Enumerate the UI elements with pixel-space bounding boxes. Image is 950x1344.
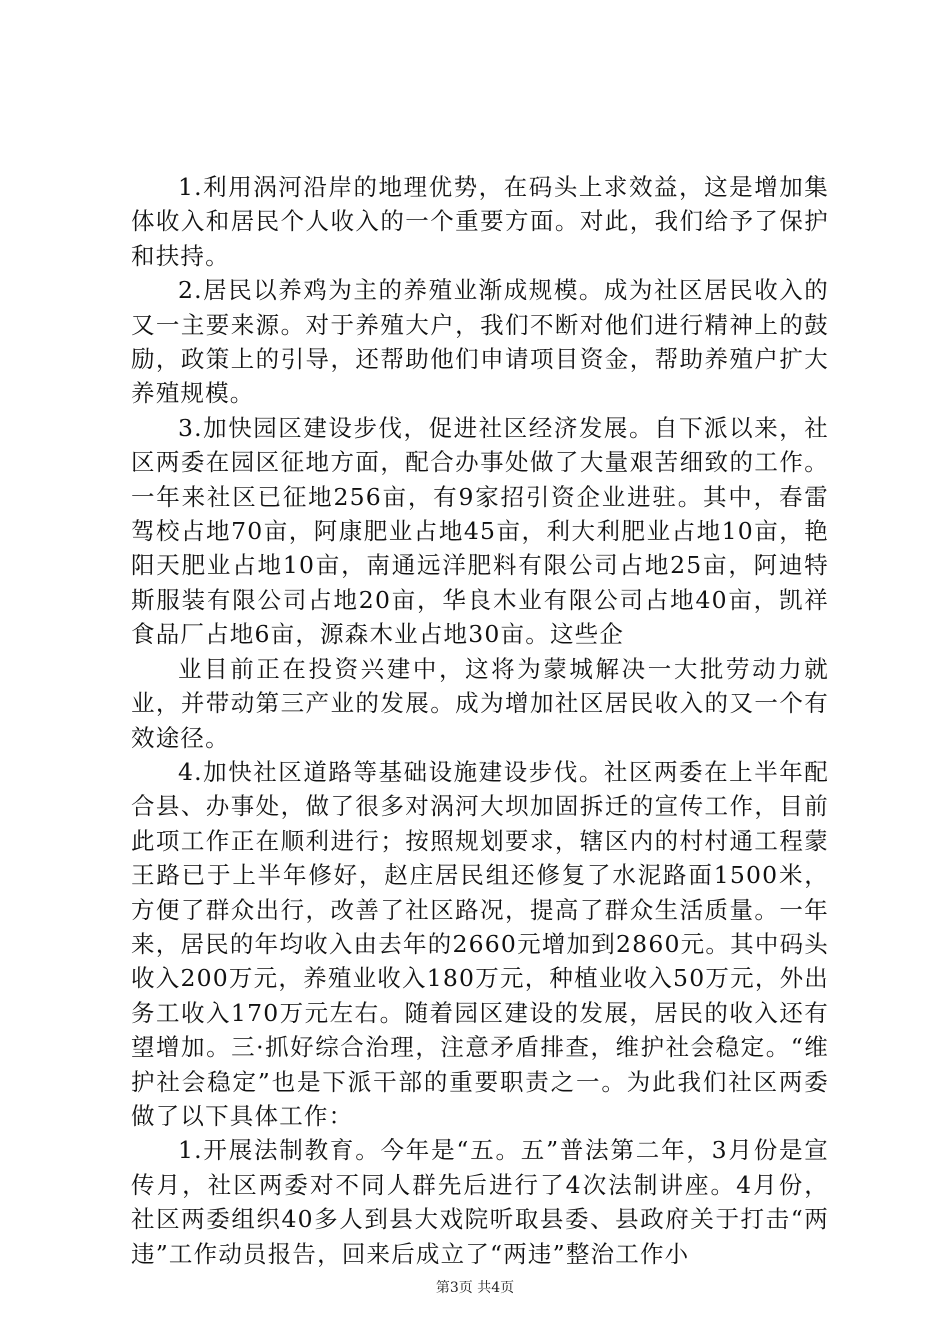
paragraph-2: 2.居民以养鸡为主的养殖业渐成规模。成为社区居民收入的又一主要来源。对于养殖大户，我们不断对他们进行精神上的鼓励，政策上的引导，还帮助他们申请项目资金，帮助养殖户扩大养殖规模。 — [131, 276, 829, 408]
page-number-footer: 第3页 共4页 — [435, 1280, 515, 1296]
document-body — [131, 170, 829, 1271]
paragraph-5: 4.加快社区道路等基础设施建设步伐。社区两委在上半年配合县、办事处，做了很多对涡河大坝加固拆迁的宣传工作，目前此项工作正在顺利进行；按照规划要求，辖区内的村村通工程蒙王路已于上半年修好，赵庄居民组还修复了水泥路面1500米，方便了群众出行，改善了社区路况，提高了群众生活质量。一年来，居民的年均收入由去年的2660元增加到2860元。其中码头收入200万元，养殖业收入180万元，种植业收入50万元，外出务工收入170万元左右。随着园区建设的发展，居民的收入还有望增加。三·抓好综合治理，注意矛盾排查，维护社会稳定。“维护社会稳定”也是下派干部的重要职责之一。为此我们社区两委做了以下具体工作： — [131, 757, 829, 1130]
paragraph-1: 1.利用涡河沿岸的地理优势，在码头上求效益，这是增加集体收入和居民个人收入的一个重要方面。对此，我们给予了保护和扶持。 — [131, 173, 829, 270]
paragraph-3: 3.加快园区建设步伐，促进社区经济发展。自下派以来，社区两委在园区征地方面，配合办事处做了大量艰苦细致的工作。一年来社区已征地256亩，有9家招引资企业进驻。其中，春雷驾校占地70亩，阿康肥业占地45亩，利大利肥业占地10亩，艳阳天肥业占地10亩，南通远洋肥料有限公司占地25亩，阿迪特斯服装有限公司占地20亩，华良木业有限公司占地40亩，凯祥食品厂占地6亩，源森木业占地30亩。这些企 — [131, 413, 829, 649]
paragraph-6: 1.开展法制教育。今年是“五。五”普法第二年，3月份是宣传月，社区两委对不同人群先后进行了4次法制讲座。4月份，社区两委组织40多人到县大戏院听取县委、县政府关于打击“两违”工作动员报告，回来后成立了“两违”整治工作小 — [131, 1136, 829, 1268]
paragraph-4: 业目前正在投资兴建中，这将为蒙城解决一大批劳动力就业，并带动第三产业的发展。成为增加社区居民收入的又一个有效途径。 — [131, 654, 829, 752]
